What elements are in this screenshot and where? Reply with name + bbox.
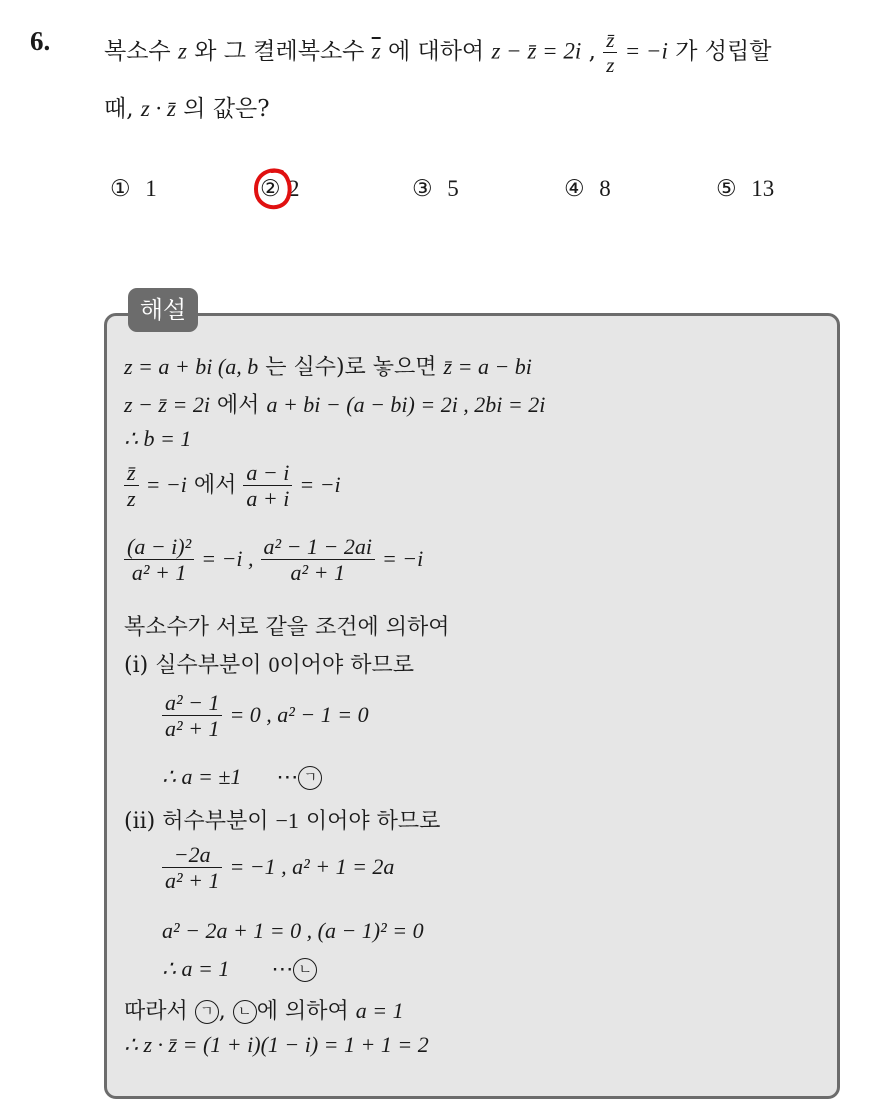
fraction-denominator: a² + 1 xyxy=(162,715,222,741)
fraction-numerator: −2a xyxy=(173,842,211,867)
math: a = 1 xyxy=(355,998,404,1023)
fraction-denominator: a² + 1 xyxy=(124,559,194,585)
question-text: 의 값은? xyxy=(176,96,270,122)
solution-line-12 xyxy=(162,918,424,944)
math: ∴ b = 1 xyxy=(124,426,192,451)
fraction-numerator: a² − 1 xyxy=(165,690,220,715)
math: = 0 , a² − 1 = 0 xyxy=(229,701,369,727)
math: ∴ z · z̄ = (1 + i)(1 − i) = 1 + 1 = 2 xyxy=(124,1032,429,1057)
solution-line-8 xyxy=(162,690,369,742)
solution-line-13 xyxy=(162,956,317,982)
math: −1 xyxy=(275,808,299,833)
math: z̄ = a − bi xyxy=(443,354,532,379)
text: 이어야 하므로 xyxy=(298,809,441,834)
question-number: 6. xyxy=(30,26,51,56)
text: 에서 xyxy=(209,393,267,418)
fraction-denominator: z xyxy=(603,52,617,77)
choice-marker: ① xyxy=(110,176,131,202)
choice-value: 5 xyxy=(447,176,459,201)
fraction xyxy=(162,690,222,742)
text: 이어야 하므로 xyxy=(279,653,414,678)
math-equation: = −i xyxy=(624,38,668,64)
fraction-numerator: a − i xyxy=(246,460,290,485)
fraction-numerator: a² − 1 − 2ai xyxy=(263,534,372,559)
math: = −i , xyxy=(201,545,254,571)
solution-line-1 xyxy=(124,350,532,381)
math: = −i xyxy=(299,471,341,497)
text: (i) 실수부분이 xyxy=(124,653,269,678)
math: a² − 2a + 1 = 0 , (a − 1)² = 0 xyxy=(162,918,424,943)
choice-marker: ② xyxy=(260,176,281,202)
question-text-line-2 xyxy=(104,90,270,123)
fraction-numerator: z̄ xyxy=(606,28,615,52)
text: (ii) 허수부분이 xyxy=(124,809,276,834)
choice-value: 2 xyxy=(287,176,300,201)
math: = −i xyxy=(381,545,424,571)
math: ∴ a = ±1 xyxy=(162,764,242,789)
math: ∴ a = 1 xyxy=(162,956,230,981)
fraction-denominator: z xyxy=(124,485,139,511)
math-z-conjugate: $\overline{z}$ xyxy=(371,38,381,64)
choice-marker: ④ xyxy=(564,176,585,202)
fraction xyxy=(124,534,194,586)
choice-marker: ③ xyxy=(412,176,433,202)
math: = −1 , a² + 1 = 2a xyxy=(229,853,395,879)
question-text: 가 성립할 xyxy=(667,38,772,65)
text: 에서 xyxy=(186,472,244,498)
text: 따라서 xyxy=(124,999,195,1024)
choice-4[interactable] xyxy=(564,176,611,202)
circled-nieun: ㄴ xyxy=(233,1000,257,1024)
fraction-denominator: a² + 1 xyxy=(261,559,375,585)
question-text: 에 대하여 xyxy=(380,38,492,65)
solution-line-2 xyxy=(124,388,545,419)
solution-line-15 xyxy=(124,1032,429,1058)
choice-1[interactable] xyxy=(110,176,157,202)
choice-3[interactable] xyxy=(412,176,459,202)
question-text-line-1 xyxy=(104,28,771,77)
math: z − z̄ = 2i xyxy=(124,392,210,417)
solution-line-7 xyxy=(124,648,414,679)
solution-line-3 xyxy=(124,426,191,452)
math-expression: z · z̄ xyxy=(140,96,176,121)
fraction-denominator: a + i xyxy=(243,485,292,511)
math: = −i xyxy=(145,471,187,497)
fraction xyxy=(124,460,139,512)
choice-value: 8 xyxy=(599,176,611,201)
choice-value: 1 xyxy=(145,176,157,201)
fraction-denominator: a² + 1 xyxy=(162,867,222,893)
solution-line-9 xyxy=(162,764,322,790)
text: 복소수가 서로 같을 조건에 의하여 xyxy=(124,615,450,640)
solution-tag: 해설 xyxy=(128,288,198,332)
solution-line-5 xyxy=(124,534,423,586)
solution-line-4 xyxy=(124,460,341,512)
math: ⋯ xyxy=(276,764,299,789)
answer-circle-mark xyxy=(252,166,294,212)
math: ⋯ xyxy=(271,956,294,981)
question-text: 복소수 xyxy=(104,38,178,65)
math-equation: z − z̄ = 2i xyxy=(491,38,582,64)
choice-5[interactable] xyxy=(716,176,774,202)
math: z = a + bi (a, b xyxy=(124,354,259,379)
text: 에 의하여 xyxy=(256,999,356,1024)
question-text: 와 그 켤레복소수 xyxy=(186,38,372,65)
fraction-numerator: (a − i)² xyxy=(127,534,192,559)
question-text: 때, xyxy=(104,96,141,122)
math: a + bi − (a − bi) = 2i , 2bi = 2i xyxy=(266,392,546,417)
text: , xyxy=(218,999,233,1024)
choice-marker: ⑤ xyxy=(716,176,737,202)
circled-nieun: ㄴ xyxy=(293,958,317,982)
fraction xyxy=(603,28,617,77)
fraction-numerator: z̄ xyxy=(127,460,136,485)
math-z: z xyxy=(177,38,187,64)
solution-line-11 xyxy=(162,842,394,894)
circled-giyeok: ㄱ xyxy=(298,766,322,790)
fraction xyxy=(243,460,292,512)
text: 는 실수)로 놓으면 xyxy=(258,355,444,380)
choice-value: 13 xyxy=(751,176,775,201)
solution-line-14 xyxy=(124,994,404,1025)
solution-line-10 xyxy=(124,804,440,835)
solution-line-6 xyxy=(124,610,450,641)
fraction xyxy=(162,842,222,894)
question-text: , xyxy=(581,38,596,65)
fraction xyxy=(261,534,375,586)
math: 0 xyxy=(268,652,280,677)
circled-giyeok: ㄱ xyxy=(195,1000,219,1024)
